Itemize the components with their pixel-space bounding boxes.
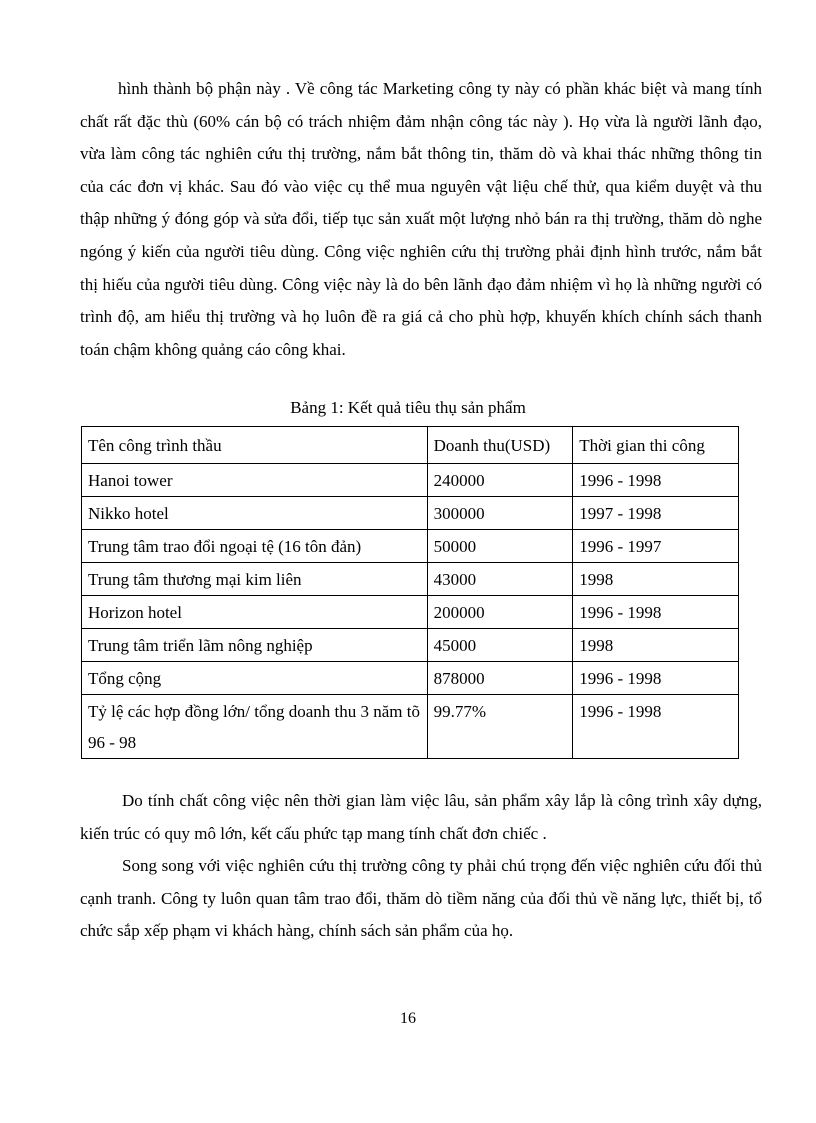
cell-project: Trung tâm triển lãm nông nghiệp — [82, 629, 428, 662]
cell-project: Nikko hotel — [82, 497, 428, 530]
table-row — [82, 464, 739, 497]
cell-duration: 1998 — [573, 629, 739, 662]
table-row — [82, 563, 739, 596]
table-caption: Bảng 1: Kết quả tiêu thụ sản phẩm — [290, 398, 526, 417]
cell-duration: 1998 — [573, 563, 739, 596]
cell-project: Trung tâm thương mại kim liên — [82, 563, 428, 596]
page-number: 16 — [400, 1010, 416, 1027]
cell-revenue: 300000 — [427, 497, 573, 530]
cell-revenue: 43000 — [427, 563, 573, 596]
cell-revenue: 45000 — [427, 629, 573, 662]
cell-project: Horizon hotel — [82, 596, 428, 629]
cell-project: Tổng cộng — [82, 662, 428, 695]
table-header-row — [82, 427, 739, 464]
cell-revenue: 99.77% — [427, 695, 573, 759]
cell-project: Tỷ lệ các hợp đồng lớn/ tổng doanh thu 3 năm tõ 96 - 98 — [82, 695, 428, 759]
table-row — [82, 596, 739, 629]
cell-project: Trung tâm trao đổi ngoại tệ (16 tôn đản) — [82, 530, 428, 563]
body-paragraph-competitors: Song song với việc nghiên cứu thị trường công ty phải chú trọng đến việc nghiên cứu đối thủ cạnh tranh. Công ty luôn quan tâm trao đổi, thăm dò tiềm năng của đối thủ về năng lực, thiết bị, tổ chức sắp xếp phạm vi khách hàng, chính sách sản phẩm của họ. — [80, 856, 762, 941]
cell-revenue: 200000 — [427, 596, 573, 629]
table-row — [82, 530, 739, 563]
table-row-total — [82, 662, 739, 695]
cell-duration: 1996 - 1998 — [573, 662, 739, 695]
cell-revenue: 240000 — [427, 464, 573, 497]
cell-duration: 1996 - 1998 — [573, 596, 739, 629]
column-header-revenue: Doanh thu(USD) — [427, 427, 573, 464]
cell-duration: 1996 - 1998 — [573, 695, 739, 759]
table-row-ratio — [82, 695, 739, 759]
body-paragraph-construction: Do tính chất công việc nên thời gian làm việc lâu, sản phẩm xây lắp là công trình xây dựng, kiến trúc có quy mô lớn, kết cấu phức tạp mang tính chất đơn chiếc . — [80, 791, 762, 843]
body-paragraph-intro: hình thành bộ phận này . Về công tác Marketing công ty này có phần khác biệt và mang tính chất rất đặc thù (60% cán bộ có trách nhiệm đảm nhận công tác này ). Họ vừa là người lãnh đạo, vừa làm công tác nghiên cứu thị trường, nắm bắt thông tin, thăm dò và khai thác những thông tin của các đơn vị khác. Sau đó vào việc cụ thể mua nguyên vật liệu chế thử, qua kiểm duyệt và thu thập những ý đóng góp và sửa đổi, tiếp tục sản xuất một lượng nhỏ bán ra thị trường, thăm dò nghe ngóng ý kiến của người tiêu dùng. Công việc nghiên cứu thị trường phải định hình trước, nắm bắt thị hiếu của người tiêu dùng. Công việc này là do bên lãnh đạo đảm nhiệm vì họ là những người có trình độ, am hiểu thị trường và họ luôn đề ra giá cả cho phù hợp, khuyến khích chính sách thanh toán chậm không quảng cáo công khai. — [80, 79, 762, 359]
sales-results-table — [81, 426, 739, 759]
cell-project: Hanoi tower — [82, 464, 428, 497]
cell-revenue: 878000 — [427, 662, 573, 695]
column-header-duration: Thời gian thi công — [573, 427, 739, 464]
cell-duration: 1996 - 1998 — [573, 464, 739, 497]
cell-revenue: 50000 — [427, 530, 573, 563]
table-row — [82, 629, 739, 662]
column-header-project: Tên công trình thầu — [82, 427, 428, 464]
table-row — [82, 497, 739, 530]
cell-duration: 1996 - 1997 — [573, 530, 739, 563]
cell-duration: 1997 - 1998 — [573, 497, 739, 530]
